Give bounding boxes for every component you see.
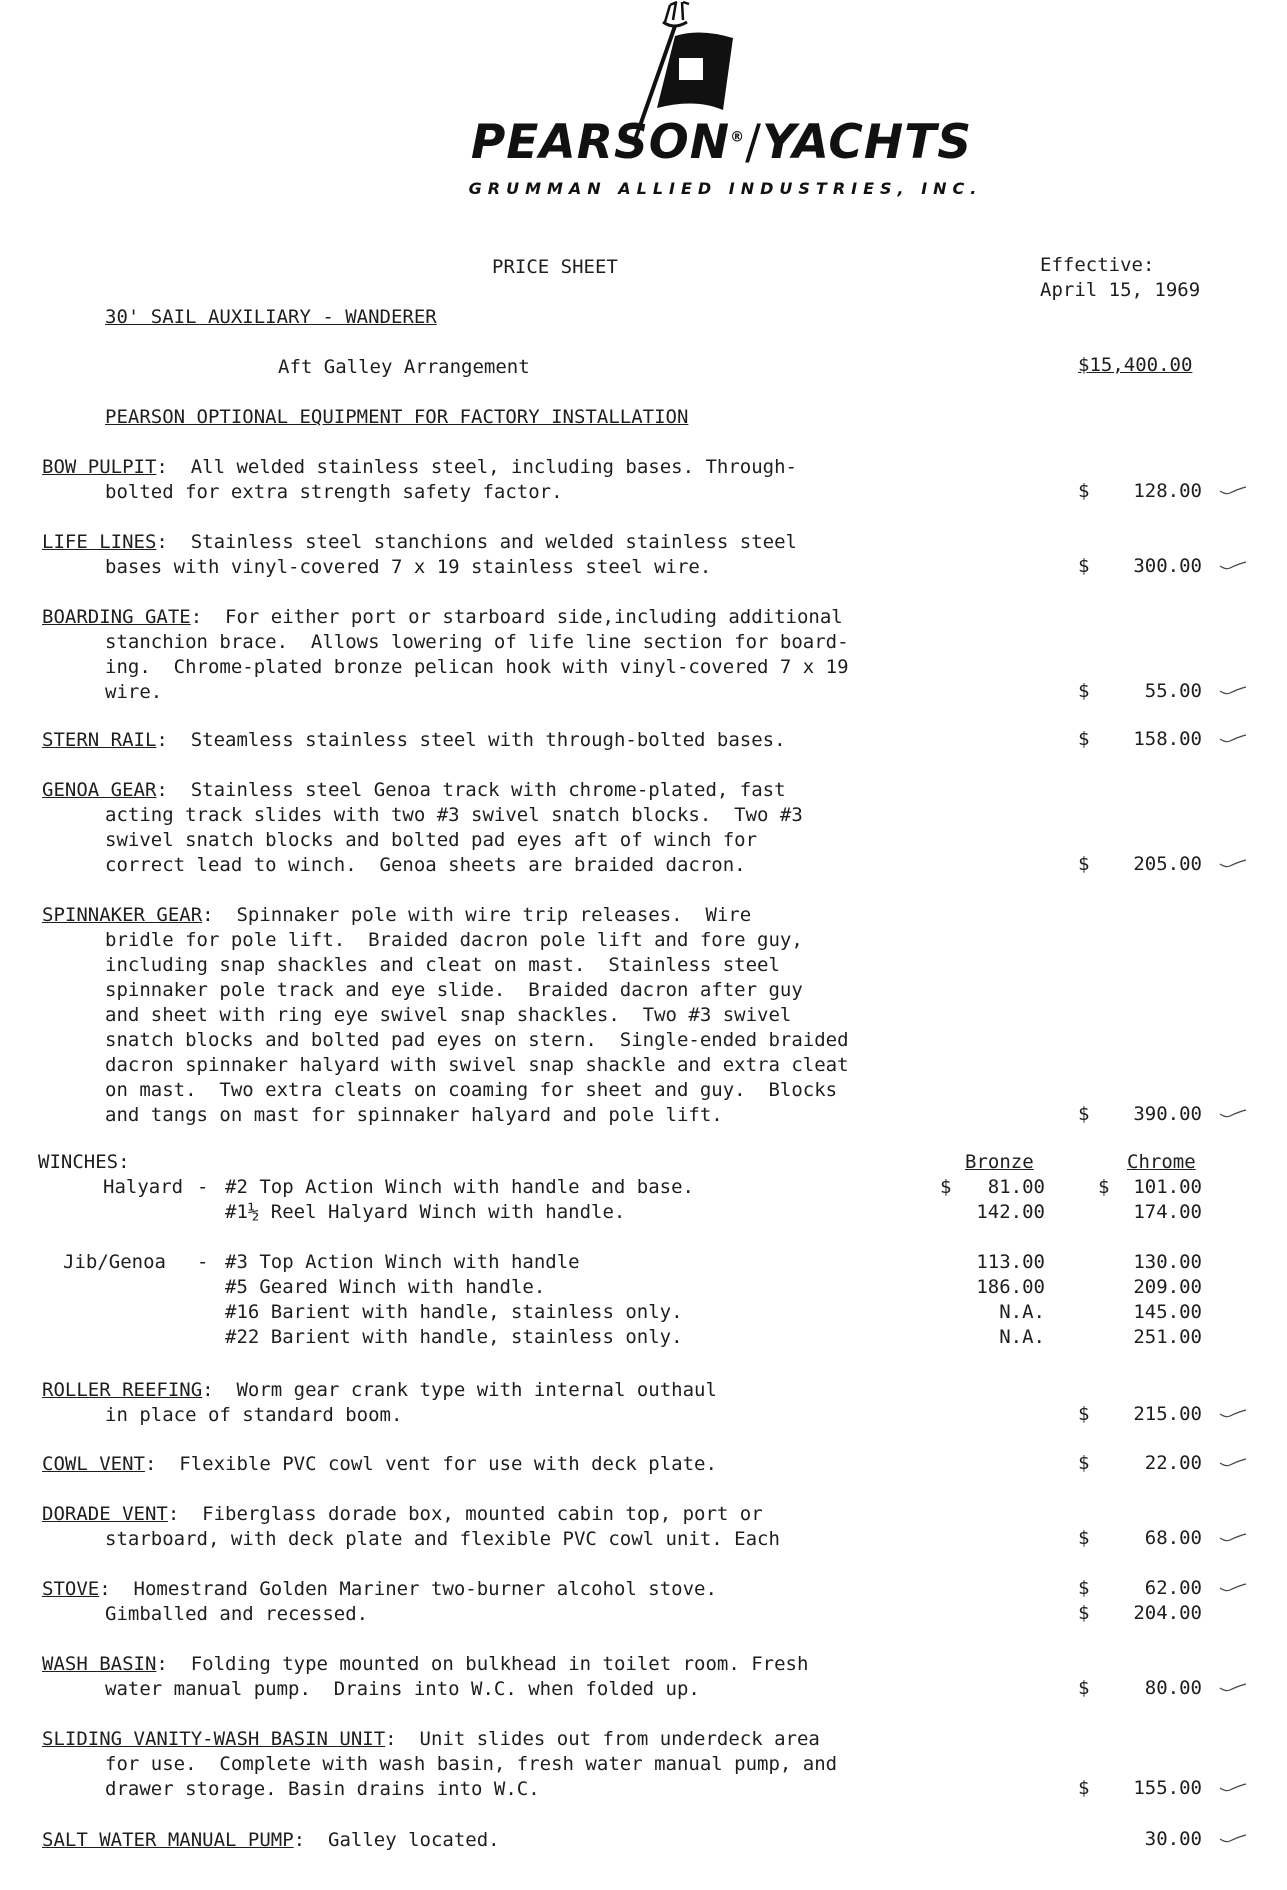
equipment-item: BOARDING GATE: For either port or starboard side,including additional stanchion brace. Allows lowering of life line section for board- ing. Chrome-plated bronze pelican hook with vinyl-covered 7 x 19 wire.	[42, 606, 849, 703]
item-description-line: Fiberglass dorade box, mounted cabin top, port or	[202, 1503, 763, 1525]
check-mark-icon	[1218, 1457, 1248, 1469]
item-price: 55.00	[1144, 680, 1202, 702]
item-description-line: stanchion brace. Allows lowering of life line section for board-	[105, 631, 849, 653]
item-price: 205.00	[1133, 853, 1202, 875]
item-description-line: spinnaker pole track and eye slide. Braided dacron after guy	[105, 979, 803, 1001]
equipment-item: COWL VENT: Flexible PVC cowl vent for use with deck plate.	[42, 1453, 717, 1475]
equipment-item: WASH BASIN: Folding type mounted on bulkhead in toilet room. Fresh water manual pump. Drains into W.C. when folded up.	[42, 1653, 809, 1700]
item-name: DORADE VENT	[42, 1503, 168, 1525]
item-description-line: All welded stainless steel, including bases. Through-	[190, 456, 797, 478]
check-mark-icon	[1218, 560, 1248, 572]
effective-date: April 15, 1969	[1040, 279, 1201, 301]
winch-dash: -	[197, 1176, 209, 1198]
item-description-line: bases with vinyl-covered 7 x 19 stainless steel wire.	[105, 556, 712, 578]
item-description-line: Spinnaker pole with wire trip releases. Wire	[236, 904, 752, 926]
equipment-item: SALT WATER MANUAL PUMP: Galley located.	[42, 1829, 500, 1851]
item-description-line: Stainless steel Genoa track with chrome-plated, fast	[190, 779, 786, 801]
item-name: STOVE	[42, 1578, 100, 1600]
bronze-price: 142.00	[976, 1201, 1045, 1223]
item-price: 300.00	[1133, 555, 1202, 577]
equipment-item: SLIDING VANITY-WASH BASIN UNIT: Unit slides out from underdeck area for use. Complete with wash basin, fresh water manual pump, and drawer storage. Basin drains into W.C.	[42, 1728, 838, 1800]
check-mark-icon	[1218, 1682, 1248, 1694]
equipment-item: GENOA GEAR: Stainless steel Genoa track with chrome-plated, fast acting track slides with two #3 swivel snatch blocks. Two #3 swivel snatch blocks and bolted pad eyes aft of winch for correct lead to winch. Genoa sheets are braided dacron.	[42, 779, 803, 876]
bronze-dollar-sign: $	[940, 1176, 952, 1198]
check-mark-icon	[1218, 485, 1248, 497]
item-description-line: including snap shackles and cleat on mast. Stainless steel	[105, 954, 780, 976]
item-price: 62.00	[1144, 1577, 1202, 1599]
chrome-price: 251.00	[1133, 1326, 1202, 1348]
item-price: 22.00	[1144, 1452, 1202, 1474]
winch-description: #1½ Reel Halyard Winch with handle.	[225, 1201, 626, 1223]
item-description-line: Worm gear crank type with internal outhaul	[236, 1379, 717, 1401]
equipment-item: DORADE VENT: Fiberglass dorade box, mounted cabin top, port or starboard, with deck plate and flexible PVC cowl unit. Each	[42, 1503, 780, 1550]
item-description-line: Folding type mounted on bulkhead in toilet room. Fresh	[190, 1653, 809, 1675]
item-price: 158.00	[1133, 728, 1202, 750]
item-name: SLIDING VANITY-WASH BASIN UNIT	[42, 1728, 386, 1750]
parent-company: GRUMMAN ALLIED INDUSTRIES, INC.	[468, 179, 983, 198]
item-description-line: swivel snatch blocks and bolted pad eyes aft of winch for	[105, 829, 758, 851]
item-name: STERN RAIL	[42, 729, 157, 751]
item-description-line: dacron spinnaker halyard with swivel snap shackle and extra cleat	[105, 1054, 849, 1076]
item-price: 155.00	[1133, 1777, 1202, 1799]
equipment-item: LIFE LINES: Stainless steel stanchions and welded stainless steel bases with vinyl-covered 7 x 19 stainless steel wire.	[42, 531, 797, 578]
chrome-column-header: Chrome	[1127, 1151, 1196, 1173]
item-description-line: For either port or starboard side,including additional	[225, 606, 843, 628]
item-description-line: water manual pump. Drains into W.C. when folded up.	[105, 1678, 700, 1700]
dollar-sign: $	[1078, 1777, 1090, 1799]
page-title: PRICE SHEET	[492, 256, 618, 278]
equipment-item: SPINNAKER GEAR: Spinnaker pole with wire trip releases. Wire bridle for pole lift. Braided dacron pole lift and fore guy, including snap shackles and cleat on mast. Stainless steel spinnaker pole track and eye slide. Braided dacron after guy and sheet with ring eye swivel snap shackles. Two #3 swivel snatch blocks and bolted pad eyes on stern. Single-ended braided dacron spinnaker halyard with swivel snap shackle and extra cleat on mast. Two extra cleats on coaming for sheet and guy. Blocks and tangs on mast for spinnaker halyard and pole lift.	[42, 904, 849, 1126]
bronze-price: 81.00	[987, 1176, 1045, 1198]
arrangement-label: Aft Galley Arrangement	[278, 356, 530, 378]
dollar-sign: $	[1078, 680, 1090, 702]
item-description-line: snatch blocks and bolted pad eyes on stern. Single-ended braided	[105, 1029, 849, 1051]
item-description-line: bridle for pole lift. Braided dacron pole lift and fore guy,	[105, 929, 803, 951]
item-name: SALT WATER MANUAL PUMP	[42, 1829, 294, 1851]
company-name-part1: PEARSON	[470, 115, 731, 170]
dollar-sign: $	[1078, 1403, 1090, 1425]
item-price: 390.00	[1133, 1103, 1202, 1125]
item-name: COWL VENT	[42, 1453, 145, 1475]
item-description-line: bolted for extra strength safety factor.	[105, 481, 563, 503]
dollar-sign: $	[1078, 1577, 1090, 1599]
item-name: BOW PULPIT	[42, 456, 157, 478]
check-mark-icon	[1218, 858, 1248, 870]
equipment-item: STERN RAIL: Steamless stainless steel with through-bolted bases.	[42, 729, 786, 751]
item-price: 215.00	[1133, 1403, 1202, 1425]
chrome-price: 130.00	[1133, 1251, 1202, 1273]
winch-description: #5 Geared Winch with handle.	[225, 1276, 546, 1298]
item-description-line: starboard, with deck plate and flexible PVC cowl unit. Each	[105, 1528, 780, 1550]
winch-description: #3 Top Action Winch with handle	[225, 1251, 580, 1273]
winch-description: #22 Barient with handle, stainless only.	[225, 1326, 683, 1348]
winch-group-label: Halyard	[103, 1176, 184, 1198]
item-description-line: and sheet with ring eye swivel snap shackles. Two #3 swivel	[105, 1004, 792, 1026]
winch-description: #16 Barient with handle, stainless only.	[225, 1301, 683, 1323]
dollar-sign: $	[1078, 1527, 1090, 1549]
item-description-line: Homestrand Golden Mariner two-burner alcohol stove.	[133, 1578, 717, 1600]
bronze-price: 186.00	[976, 1276, 1045, 1298]
item-price: 128.00	[1133, 480, 1202, 502]
bronze-price: N.A.	[999, 1301, 1045, 1323]
winch-description: #2 Top Action Winch with handle and base.	[225, 1176, 694, 1198]
item-name: WASH BASIN	[42, 1653, 157, 1675]
item-description-line: in place of standard boom.	[105, 1404, 403, 1426]
chrome-price: 174.00	[1133, 1201, 1202, 1223]
item-price-secondary: 204.00	[1133, 1602, 1202, 1624]
winch-dash: -	[197, 1251, 209, 1273]
dollar-sign: $	[1078, 853, 1090, 875]
item-description-line: Steamless stainless steel with through-bolted bases.	[190, 729, 786, 751]
check-mark-icon	[1218, 685, 1248, 697]
bronze-price: N.A.	[999, 1326, 1045, 1348]
check-mark-icon	[1218, 1582, 1248, 1594]
item-price: 30.00	[1144, 1828, 1202, 1850]
registered-mark: ®	[730, 129, 746, 146]
item-price: 68.00	[1144, 1527, 1202, 1549]
dollar-sign: $	[1078, 728, 1090, 750]
item-description-line: correct lead to winch. Genoa sheets are braided dacron.	[105, 854, 746, 876]
item-description-line: for use. Complete with wash basin, fresh water manual pump, and	[105, 1753, 838, 1775]
bronze-price: 113.00	[976, 1251, 1045, 1273]
dollar-sign: $	[1078, 555, 1090, 577]
equipment-item: BOW PULPIT: All welded stainless steel, including bases. Through- bolted for extra strength safety factor.	[42, 456, 797, 503]
check-mark-icon	[1218, 1408, 1248, 1420]
winches-label: WINCHES:	[38, 1151, 130, 1173]
item-description-line: wire.	[105, 681, 163, 703]
company-name: PEARSON®/YACHTS	[470, 115, 973, 170]
dollar-sign: $	[1078, 480, 1090, 502]
dollar-sign: $	[1078, 1602, 1090, 1624]
item-name: BOARDING GATE	[42, 606, 191, 628]
base-price: $15,400.00	[1078, 354, 1193, 376]
item-description-line: Unit slides out from underdeck area	[419, 1728, 820, 1750]
effective-label: Effective:	[1040, 254, 1155, 276]
item-description-line: Gimballed and recessed.	[105, 1603, 369, 1625]
check-mark-icon	[1218, 733, 1248, 745]
item-description-line: Stainless steel stanchions and welded stainless steel	[190, 531, 797, 553]
chrome-price: 209.00	[1133, 1276, 1202, 1298]
equipment-item: STOVE: Homestrand Golden Mariner two-burner alcohol stove. Gimballed and recessed.	[42, 1578, 717, 1625]
check-mark-icon	[1218, 1833, 1248, 1845]
company-name-part2: YACHTS	[761, 115, 973, 170]
winch-group-label: Jib/Genoa	[63, 1251, 166, 1273]
item-description-line: acting track slides with two #3 swivel snatch blocks. Two #3	[105, 804, 803, 826]
item-name: SPINNAKER GEAR	[42, 904, 203, 926]
item-name: LIFE LINES	[42, 531, 157, 553]
item-description-line: ing. Chrome-plated bronze pelican hook with vinyl-covered 7 x 19	[105, 656, 849, 678]
item-description-line: Flexible PVC cowl vent for use with deck plate.	[179, 1453, 717, 1475]
check-mark-icon	[1218, 1782, 1248, 1794]
check-mark-icon	[1218, 1532, 1248, 1544]
dollar-sign: $	[1078, 1103, 1090, 1125]
check-mark-icon	[1218, 1108, 1248, 1120]
item-price: 80.00	[1144, 1677, 1202, 1699]
dollar-sign: $	[1078, 1677, 1090, 1699]
dollar-sign: $	[1078, 1452, 1090, 1474]
item-description-line: and tangs on mast for spinnaker halyard and pole lift.	[105, 1104, 723, 1126]
equipment-item: ROLLER REEFING: Worm gear crank type with internal outhaul in place of standard boom.	[42, 1379, 717, 1426]
chrome-price: 101.00	[1133, 1176, 1202, 1198]
model-name: 30' SAIL AUXILIARY - WANDERER	[105, 306, 437, 328]
item-name: GENOA GEAR	[42, 779, 157, 801]
chrome-dollar-sign: $	[1098, 1176, 1110, 1198]
chrome-price: 145.00	[1133, 1301, 1202, 1323]
item-description-line: Galley located.	[328, 1829, 500, 1851]
item-description-line: on mast. Two extra cleats on coaming for sheet and guy. Blocks	[105, 1079, 838, 1101]
bronze-column-header: Bronze	[965, 1151, 1034, 1173]
item-description-line: drawer storage. Basin drains into W.C.	[105, 1778, 540, 1800]
item-name: ROLLER REEFING	[42, 1379, 203, 1401]
section-heading: PEARSON OPTIONAL EQUIPMENT FOR FACTORY INSTALLATION	[105, 406, 689, 428]
